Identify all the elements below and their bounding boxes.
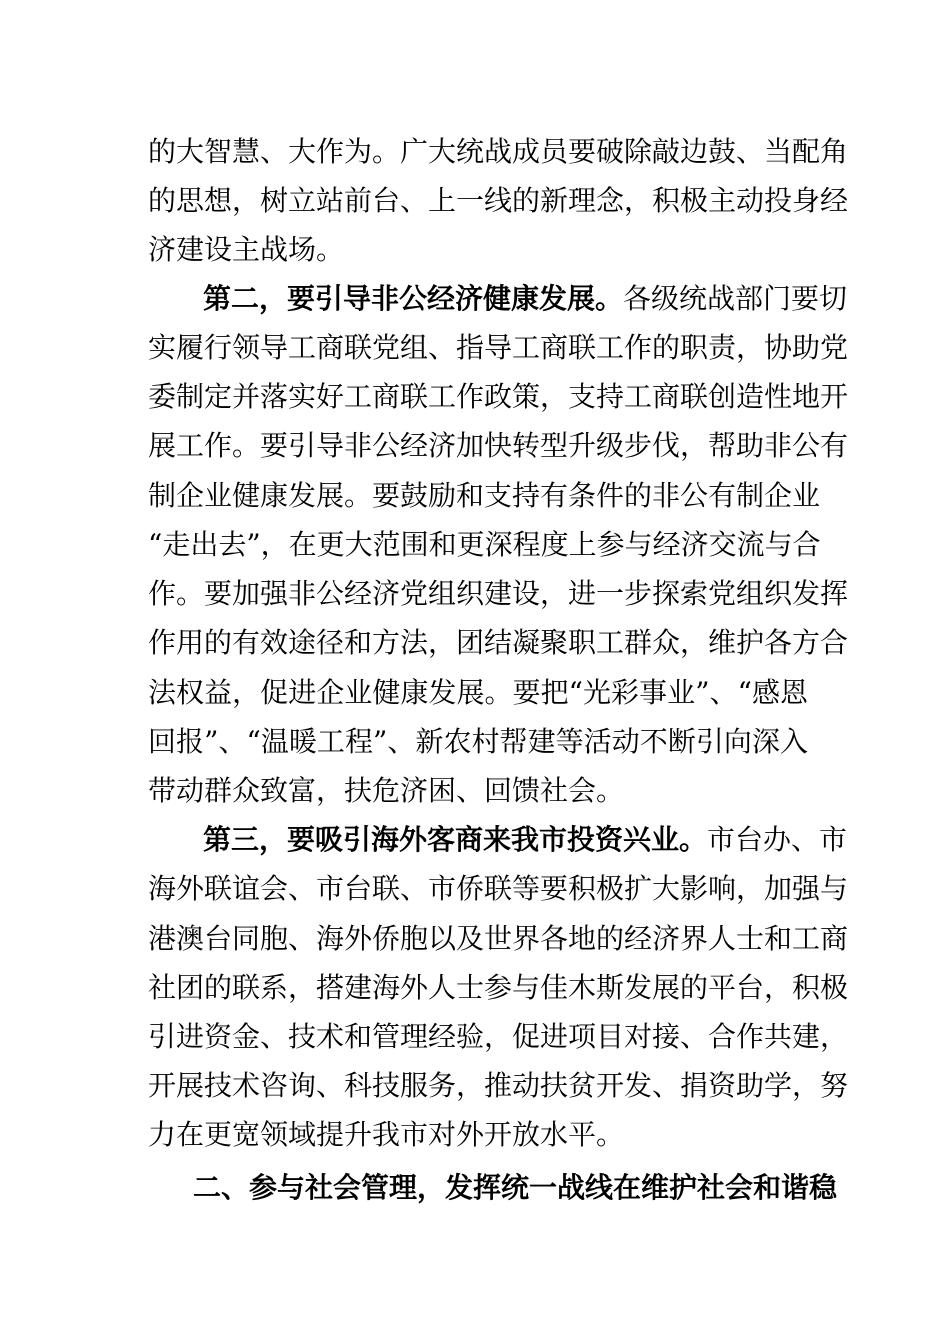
paragraph-line: 开展技术咨询、科技服务，推动扶贫开发、捐资助学，努 [148,1069,849,1102]
paragraph-first-line [203,277,848,321]
paragraph-lead: 第三，要吸引海外客商来我市投资兴业。 [203,823,708,856]
paragraph-line: 制企业健康发展。要鼓励和支持有条件的非公有制企业 [148,479,821,512]
paragraph-line: 展工作。要引导非公经济加快转型升级步伐，帮助非公有 [148,429,849,462]
paragraph-first-line [203,818,848,862]
paragraph-line: 力在更宽领域提升我市对外开放水平。 [148,1118,625,1151]
paragraph-line: 社团的联系，搭建海外人士参与佳木斯发展的平台，积极 [148,971,849,1004]
paragraph-line: 的思想，树立站前台、上一线的新理念，积极主动投身经 [148,184,849,217]
paragraph-line: 回报”、“温暖工程”、新农村帮建等活动不断引向深入 [148,725,808,758]
paragraph-line: 实履行领导工商联党组、指导工商联工作的职责，协助党 [148,331,849,364]
paragraph-line: “走出去”，在更大范围和更深程度上参与经济交流与合 [148,528,821,561]
paragraph-line: 济建设主战场。 [148,233,345,266]
paragraph-line: 委制定并落实好工商联工作政策，支持工商联创造性地开 [148,380,849,413]
paragraph-line: 的大智慧、大作为。广大统战成员要破除敲边鼓、当配角 [148,135,849,168]
paragraph-line: 海外联谊会、市台联、市侨联等要积极扩大影响，加强与 [148,872,849,905]
paragraph-line: 带动群众致富，扶危济困、回馈社会。 [148,774,625,807]
paragraph-line: 法权益，促进企业健康发展。要把“光彩事业”、“感恩 [148,676,808,709]
paragraph-line: 作用的有效途径和方法，团结凝聚职工群众，维护各方合 [148,626,849,659]
section-heading: 二、参与社会管理，发挥统一战线在维护社会和谐稳 [193,1171,838,1204]
paragraph-line: 作。要加强非公经济党组织建设，进一步探索党组织发挥 [148,577,849,610]
paragraph-line: 港澳台同胞、海外侨胞以及世界各地的经济界人士和工商 [148,922,849,955]
paragraph-lead: 第二，要引导非公经济健康发展。 [203,282,624,315]
paragraph-line: 引进资金、技术和管理经验，促进项目对接、合作共建， [148,1020,849,1053]
paragraph-text: 各级统战部门要切 [623,282,848,315]
paragraph-text: 市台办、市 [707,823,848,856]
